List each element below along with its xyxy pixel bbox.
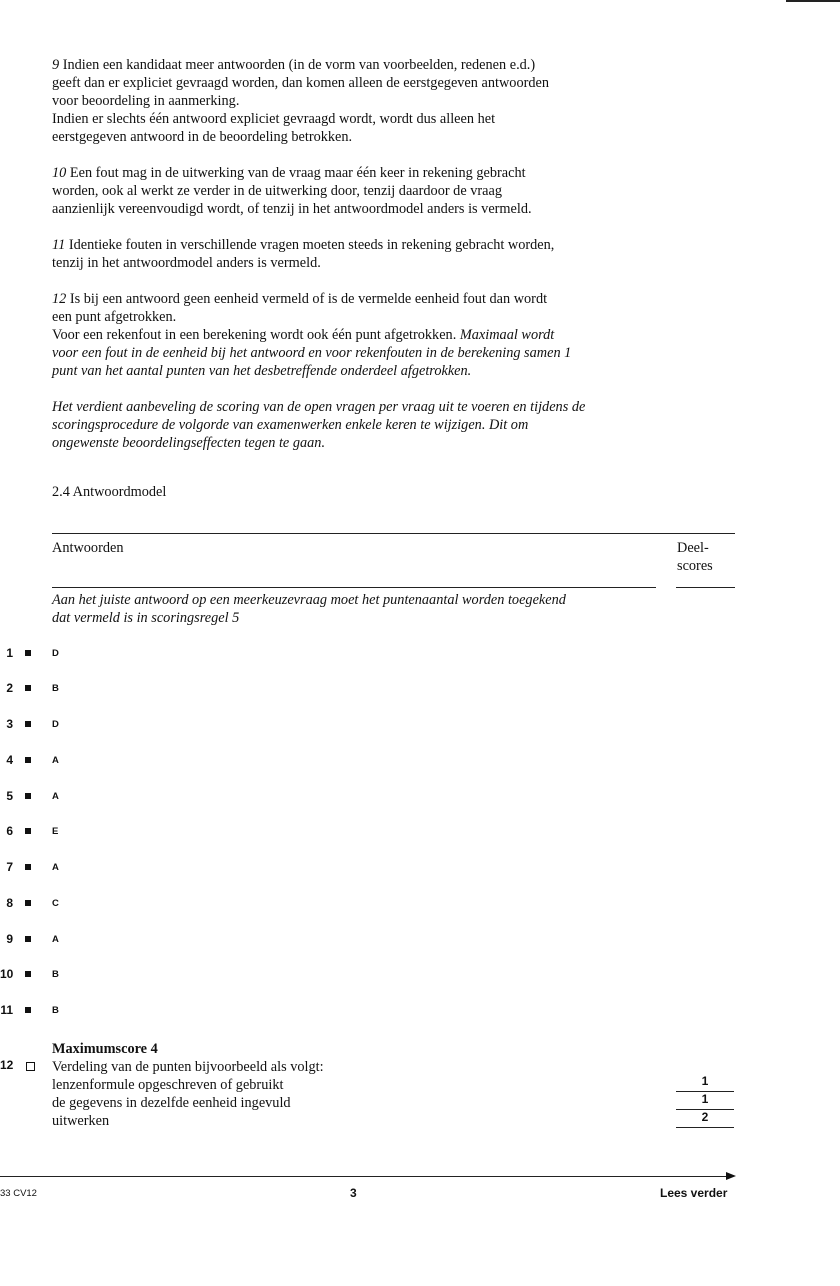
answer-letter: C xyxy=(52,898,59,909)
column-answers-header: Antwoorden xyxy=(52,540,124,556)
recommendation: Het verdient aanbeveling de scoring van de open vragen per vraag uit te voeren en tijdens de scoringsprocedure de volgorde van examenwerken enkele keren te wijzigen. Dit om ongewenste beoordelingseffecten tegen te gaan. xyxy=(52,399,586,451)
question-number: 3 xyxy=(6,717,13,731)
answer-letter: A xyxy=(52,934,59,945)
filled-square-icon xyxy=(25,793,31,799)
filled-square-icon xyxy=(25,1007,31,1013)
rule-number: 11 xyxy=(52,237,66,253)
question-number: 10 xyxy=(0,967,14,981)
list-item xyxy=(0,646,100,662)
answer-letter: D xyxy=(52,648,59,659)
list-item xyxy=(0,681,100,697)
question-number: 8 xyxy=(6,896,13,910)
scores-header-rule xyxy=(676,587,735,588)
list-item xyxy=(0,896,100,912)
question-number: 12 xyxy=(0,1058,14,1072)
question-number: 4 xyxy=(6,753,13,767)
question-number: 11 xyxy=(0,1003,13,1017)
footer-code: 33 CV12 xyxy=(0,1188,37,1199)
top-edge-line xyxy=(786,0,840,2)
footer-rule xyxy=(0,1176,728,1177)
answers-header-rule xyxy=(52,587,656,588)
filled-square-icon xyxy=(25,721,31,727)
section-title: 2.4 Antwoordmodel xyxy=(52,484,167,500)
filled-square-icon xyxy=(25,685,31,691)
answer-letter: D xyxy=(52,719,59,730)
list-item xyxy=(0,860,100,876)
question-12-scoring xyxy=(52,1040,652,1130)
page-number: 3 xyxy=(350,1186,357,1200)
filled-square-icon xyxy=(25,900,31,906)
rule-number: 12 xyxy=(52,291,67,307)
answer-letter: E xyxy=(52,826,59,837)
scoring-rules xyxy=(52,56,662,470)
question-number: 7 xyxy=(6,860,13,874)
rule-number: 9 xyxy=(52,57,60,73)
scoring-item: lenzenformule opgeschreven of gebruikt xyxy=(52,1077,284,1093)
rule-12: 12 Is bij een antwoord geen eenheid vermeld of is de vermelde eenheid fout dan wordt een punt afgetrokken. Voor een rekenfout in een berekening wordt ook één punt afgetrokken. Maximaal wordt voor een fout in de eenheid bij het antwoord en voor rekenfouten in de berekening samen 1 punt van het aantal punten van het desbetreffende onderdeel afgetrokken. xyxy=(52,291,572,379)
open-square-icon xyxy=(26,1062,35,1071)
list-item xyxy=(0,717,100,733)
list-item xyxy=(0,824,100,840)
question-number: 6 xyxy=(6,824,13,838)
mc-note: Aan het juiste antwoord op een meerkeuzevraag moet het puntenaantal worden toegekend dat vermeld is in scoringsregel 5 xyxy=(52,592,566,626)
list-item xyxy=(0,932,100,948)
partial-score: 1 xyxy=(676,1074,734,1092)
filled-square-icon xyxy=(25,650,31,656)
list-item xyxy=(0,1003,100,1019)
table-top-rule xyxy=(52,533,735,534)
filled-square-icon xyxy=(25,757,31,763)
filled-square-icon xyxy=(25,936,31,942)
answer-letter: A xyxy=(52,862,59,873)
partial-score: 2 xyxy=(676,1110,734,1128)
scoring-intro: Verdeling van de punten bijvoorbeeld als volgt: xyxy=(52,1059,324,1075)
list-item xyxy=(0,967,100,983)
answer-letter: B xyxy=(52,1005,59,1016)
question-number: 2 xyxy=(6,681,13,695)
question-number: 5 xyxy=(6,789,13,803)
answer-letter: A xyxy=(52,791,59,802)
question-number: 9 xyxy=(6,932,13,946)
rule-9: 9 Indien een kandidaat meer antwoorden (in de vorm van voorbeelden, redenen e.d.) geeft dan er expliciet gevraagd worden, dan komen alleen de eerstgegeven antwoorden voor beoordeling in aanmerking. Indien er slechts één antwoord expliciet gevraagd wordt, wordt dus alleen het eerstgegeven antwoord in de beoordeling betrokken. xyxy=(52,57,549,145)
rule-number: 10 xyxy=(52,165,67,181)
list-item xyxy=(0,753,100,769)
column-scores-header: Deel- scores xyxy=(677,540,713,574)
rule-11: 11 Identieke fouten in verschillende vragen moeten steeds in rekening gebracht worden, tenzij in het antwoordmodel anders is vermeld. xyxy=(52,237,555,271)
lees-verder-label: Lees verder xyxy=(660,1186,728,1200)
scoring-item: de gegevens in dezelfde eenheid ingevuld xyxy=(52,1095,291,1111)
answer-letter: B xyxy=(52,683,59,694)
filled-square-icon xyxy=(25,971,31,977)
answer-letter: B xyxy=(52,969,59,980)
rule-10: 10 Een fout mag in de uitwerking van de vraag maar één keer in rekening gebracht worden, ook al werkt ze verder in de uitwerking door, tenzij daardoor de vraag aanzienlijk vereenvoudigd wordt, of tenzij in het antwoordmodel anders is vermeld. xyxy=(52,165,532,217)
list-item xyxy=(0,789,100,805)
max-score: Maximumscore 4 xyxy=(52,1041,158,1057)
partial-score: 1 xyxy=(676,1092,734,1110)
arrow-right-icon xyxy=(726,1172,736,1180)
question-number: 1 xyxy=(6,646,13,660)
answer-letter: A xyxy=(52,755,59,766)
scoring-item: uitwerken xyxy=(52,1113,110,1129)
filled-square-icon xyxy=(25,828,31,834)
filled-square-icon xyxy=(25,864,31,870)
